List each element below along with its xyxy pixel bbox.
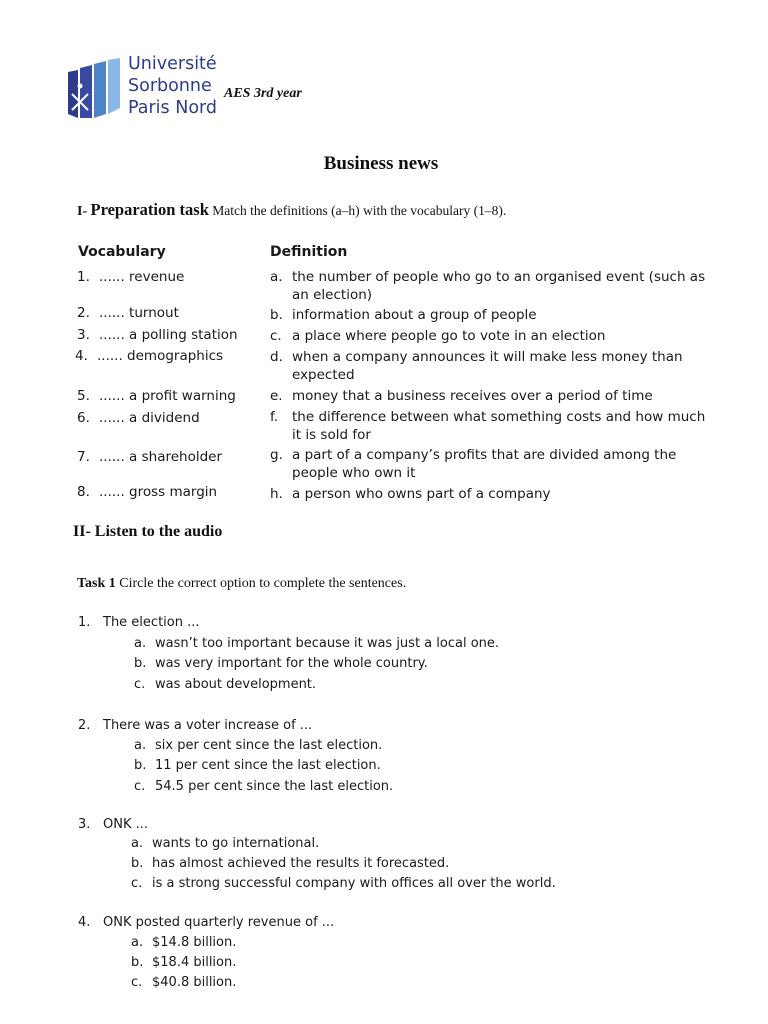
option-letter[interactable]: b. [134,656,147,671]
question-text: ONK ... [103,817,149,832]
definition-letter: d. [270,349,283,365]
option-letter[interactable]: c. [134,677,146,692]
question-text: There was a voter increase of ... [103,718,313,733]
logo-line-1: Université [128,54,217,74]
definition-text: a place where people go to vote in an election [292,328,606,344]
definition-letter: a. [270,269,283,285]
vocab-term: ...... gross margin [99,484,218,500]
section-1-number: I- [77,204,88,219]
vocab-number: 8. [77,484,90,500]
option-text[interactable]: $18.4 billion. [152,955,237,970]
definition-column-header: Definition [270,244,348,260]
definition-text: the number of people who go to an organised event (such as an election) [292,269,706,303]
question-number: 3. [78,817,91,832]
option-letter[interactable]: c. [131,975,143,990]
definition-letter: c. [270,328,282,344]
section-2-heading: II- Listen to the audio [73,523,223,540]
definition-letter: f. [270,409,279,425]
definition-text: money that a business receives over a period of time [292,388,653,404]
section-1-heading [77,200,506,220]
definition-letter: e. [270,388,283,404]
task-1-instruction [77,576,406,592]
university-logo-icon [66,58,126,120]
definition-letter: h. [270,486,283,502]
option-text[interactable]: wasn’t too important because it was just a local one. [155,636,500,651]
vocab-number: 4. [75,348,88,364]
vocab-term: ...... a profit warning [99,388,236,404]
section-1-instruction: Match the definitions (a–h) with the vocabulary (1–8). [212,203,507,218]
option-text[interactable]: 11 per cent since the last election. [155,758,381,773]
option-text[interactable]: is a strong successful company with offices all over the world. [152,876,556,891]
logo-line-2: Sorbonne [128,76,212,96]
option-letter[interactable]: a. [134,738,147,753]
option-letter[interactable]: b. [131,955,144,970]
option-letter[interactable]: a. [131,836,144,851]
vocab-number: 3. [77,327,90,343]
option-letter[interactable]: a. [134,636,147,651]
vocab-number: 6. [77,410,90,426]
option-text[interactable]: 54.5 per cent since the last election. [155,779,394,794]
option-letter[interactable]: b. [131,856,144,871]
option-letter[interactable]: a. [131,935,144,950]
vocabulary-column-header: Vocabulary [78,244,166,260]
option-text[interactable]: $40.8 billion. [152,975,237,990]
definition-text: the difference between what something costs and how much it is sold for [292,409,706,443]
vocab-term: ...... a dividend [99,410,200,426]
option-text[interactable]: was very important for the whole country. [155,656,428,671]
option-letter[interactable]: c. [134,779,146,794]
page-title: Business news [323,153,439,174]
question-number: 2. [78,718,91,733]
question-number: 4. [78,915,91,930]
definition-text: information about a group of people [292,307,537,323]
vocab-term: ...... revenue [99,269,185,285]
task-1-label: Task 1 [77,576,116,591]
option-text[interactable]: six per cent since the last election. [155,738,383,753]
vocab-term: ...... demographics [97,348,224,364]
vocab-term: ...... a polling station [99,327,238,343]
definition-letter: b. [270,307,283,323]
course-year: AES 3rd year [224,86,302,101]
vocab-number: 7. [77,449,90,465]
option-letter[interactable]: b. [134,758,147,773]
university-logo [62,50,224,125]
vocab-term: ...... turnout [99,305,179,321]
question-text: ONK posted quarterly revenue of ... [103,915,335,930]
option-text[interactable]: wants to go international. [152,836,320,851]
vocab-number: 2. [77,305,90,321]
option-text[interactable]: was about development. [155,677,317,692]
definition-text: a person who owns part of a company [292,486,551,502]
definition-text: when a company announces it will make less money than expected [292,349,683,383]
option-text[interactable]: $14.8 billion. [152,935,237,950]
question-text: The election ... [103,615,200,630]
vocab-term: ...... a shareholder [99,449,223,465]
option-letter[interactable]: c. [131,876,143,891]
logo-line-3: Paris Nord [128,98,218,118]
question-number: 1. [78,615,91,630]
section-1-task: Preparation task [90,200,209,219]
definition-letter: g. [270,447,283,463]
definition-text: a part of a company’s profits that are divided among the people who own it [292,447,677,481]
task-1-text: Circle the correct option to complete the sentences. [119,576,407,591]
vocab-number: 1. [77,269,90,285]
option-text[interactable]: has almost achieved the results it forecasted. [152,856,450,871]
vocab-number: 5. [77,388,90,404]
